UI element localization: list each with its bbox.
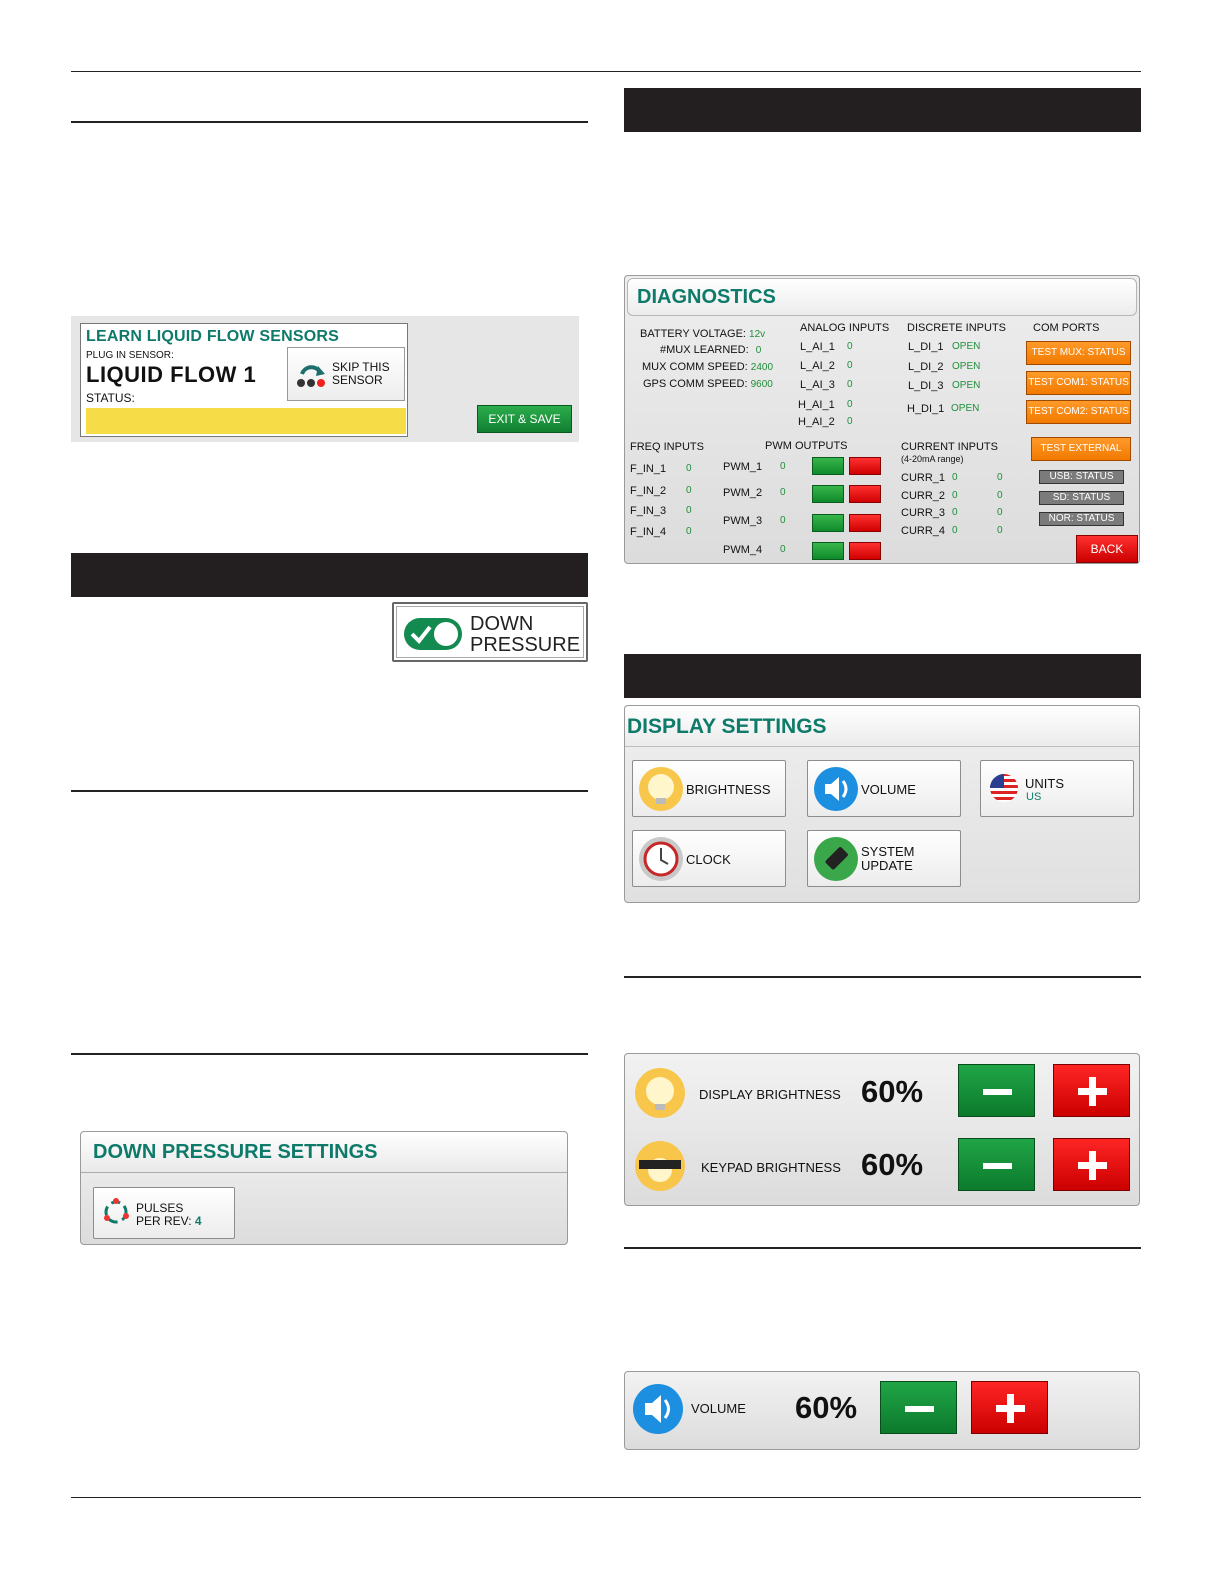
section-rule — [71, 1053, 588, 1055]
test-com2-button[interactable]: TEST COM2: STATUS — [1026, 400, 1131, 424]
discrete-row: L_DI_3 OPEN — [908, 380, 981, 392]
sd-status-badge: SD: STATUS — [1039, 491, 1124, 505]
brightness-button[interactable] — [632, 760, 786, 817]
system-update-button[interactable] — [807, 830, 961, 887]
mux-comm-row: MUX COMM SPEED: 2400 — [642, 361, 774, 373]
speaker-icon — [813, 766, 859, 812]
learn-flow-screen — [71, 316, 579, 442]
keypad-brightness-minus-button[interactable] — [958, 1138, 1035, 1191]
analog-row: H_AI_2 0 — [798, 416, 853, 428]
minus-icon — [905, 1406, 934, 1412]
pwm1-off-button[interactable] — [849, 457, 881, 475]
check-icon — [410, 624, 432, 644]
keypad-brightness-value: 60% — [861, 1147, 924, 1182]
section-header-bar — [71, 553, 588, 597]
discrete-inputs-header: DISCRETE INPUTS — [907, 322, 1007, 334]
system-update-line1: SYSTEM — [861, 844, 915, 859]
us-flag-icon — [989, 773, 1019, 803]
mux-learned-row: #MUX LEARNED: 0 — [660, 344, 762, 356]
volume-button[interactable] — [807, 760, 961, 817]
display-brightness-minus-button[interactable] — [958, 1064, 1035, 1117]
volume-level-value: 60% — [795, 1390, 858, 1425]
battery-voltage-row: BATTERY VOLTAGE: 12v — [640, 328, 766, 340]
display-brightness-plus-button[interactable] — [1053, 1064, 1130, 1117]
test-mux-button[interactable]: TEST MUX: STATUS — [1026, 341, 1131, 365]
display-settings-screen — [624, 705, 1140, 903]
discrete-row: L_DI_2 OPEN — [908, 361, 981, 373]
down-pressure-toggle-button[interactable] — [392, 602, 588, 662]
brightness-label: BRIGHTNESS — [686, 782, 771, 797]
pulses-line2: PER REV: — [136, 1214, 192, 1228]
current-row: CURR_4 0 0 — [901, 525, 1003, 537]
status-bar — [86, 408, 406, 434]
skip-line1: SKIP THIS — [332, 360, 390, 374]
toggle-label-line1: DOWN — [470, 613, 534, 635]
down-pressure-settings-screen — [80, 1131, 568, 1245]
diagnostics-screen — [624, 275, 1140, 564]
volume-minus-button[interactable] — [880, 1381, 957, 1434]
pwm-row: PWM_3 0 — [723, 515, 786, 527]
keypad-bulb-icon — [634, 1140, 686, 1192]
usb-drive-icon — [813, 836, 859, 882]
current-inputs-header: CURRENT INPUTS — [901, 441, 998, 453]
freq-row: F_IN_2 0 — [630, 485, 692, 497]
freq-row: F_IN_1 0 — [630, 463, 692, 475]
current-inputs-range: (4-20mA range) — [901, 454, 964, 464]
light-bulb-icon — [638, 766, 684, 812]
gps-comm-row: GPS COMM SPEED: 9600 — [643, 378, 773, 390]
status-label: STATUS: — [86, 391, 135, 405]
pwm-row: PWM_2 0 — [723, 487, 786, 499]
keypad-brightness-label: KEYPAD BRIGHTNESS — [701, 1160, 841, 1175]
display-settings-title: DISPLAY SETTINGS — [627, 715, 827, 738]
test-external-button[interactable]: TEST EXTERNAL — [1031, 437, 1131, 461]
diagnostics-title-bar — [627, 278, 1137, 316]
pwm-row: PWM_4 0 — [723, 544, 786, 556]
pwm2-off-button[interactable] — [849, 485, 881, 503]
volume-label: VOLUME — [861, 782, 916, 797]
plug-in-label: PLUG IN SENSOR: — [86, 350, 174, 361]
current-row: CURR_3 0 0 — [901, 507, 1003, 519]
pwm1-on-button[interactable] — [812, 457, 844, 475]
back-button[interactable]: BACK — [1076, 535, 1138, 563]
pwm-outputs-header: PWM OUTPUTS — [765, 440, 848, 452]
learn-flow-title: LEARN LIQUID FLOW SENSORS — [86, 328, 339, 345]
section-header-bar — [624, 88, 1141, 132]
speaker-icon — [632, 1383, 684, 1435]
pwm3-off-button[interactable] — [849, 514, 881, 532]
section-rule — [71, 790, 588, 792]
units-label: UNITS — [1025, 776, 1064, 791]
pulses-line1: PULSES — [136, 1201, 184, 1215]
system-update-line2: UPDATE — [861, 858, 913, 873]
clock-label: CLOCK — [686, 852, 731, 867]
pwm2-on-button[interactable] — [812, 485, 844, 503]
pwm3-on-button[interactable] — [812, 514, 844, 532]
dp-title-bar — [81, 1132, 567, 1173]
section-header-bar — [624, 654, 1141, 698]
pwm4-on-button[interactable] — [812, 542, 844, 560]
volume-level-label: VOLUME — [691, 1401, 746, 1416]
diagnostics-title: DIAGNOSTICS — [637, 286, 776, 308]
analog-row: L_AI_2 0 — [800, 360, 853, 372]
toggle-knob — [434, 622, 458, 646]
freq-row: F_IN_4 0 — [630, 526, 692, 538]
display-title-bar — [625, 706, 1139, 747]
exit-save-button[interactable]: EXIT & SAVE — [477, 405, 572, 433]
toggle-label-line2: PRESSURE — [470, 634, 581, 656]
skip-icon — [296, 362, 328, 388]
analog-row: H_AI_1 0 — [798, 399, 853, 411]
units-value: US — [1026, 791, 1042, 803]
pwm-row: PWM_1 0 — [723, 461, 786, 473]
volume-plus-button[interactable] — [971, 1381, 1048, 1434]
pulses-per-rev-button[interactable] — [93, 1187, 235, 1239]
current-row: CURR_2 0 0 — [901, 490, 1003, 502]
light-bulb-icon — [634, 1067, 686, 1119]
brightness-screen — [624, 1053, 1140, 1206]
discrete-row: H_DI_1 OPEN — [907, 403, 980, 415]
nor-status-badge: NOR: STATUS — [1039, 512, 1124, 526]
dp-settings-title: DOWN PRESSURE SETTINGS — [93, 1141, 378, 1163]
usb-status-badge: USB: STATUS — [1039, 470, 1124, 484]
skip-sensor-button[interactable] — [287, 347, 405, 401]
bottom-rule — [71, 1497, 1141, 1498]
display-brightness-label: DISPLAY BRIGHTNESS — [699, 1087, 841, 1102]
pulses-value: 4 — [194, 1214, 202, 1228]
units-button[interactable] — [980, 760, 1134, 817]
display-brightness-value: 60% — [861, 1074, 924, 1109]
analog-row: L_AI_3 0 — [800, 379, 853, 391]
minus-icon — [983, 1163, 1012, 1169]
section-rule — [624, 1247, 1141, 1249]
current-row: CURR_1 0 0 — [901, 472, 1003, 484]
minus-icon — [983, 1089, 1012, 1095]
analog-inputs-header: ANALOG INPUTS — [800, 322, 890, 334]
toggle-switch — [404, 618, 462, 650]
freq-inputs-header: FREQ INPUTS — [630, 441, 704, 453]
sensor-name: LIQUID FLOW 1 — [86, 362, 257, 387]
pwm4-off-button[interactable] — [849, 542, 881, 560]
learn-flow-card — [80, 323, 408, 437]
test-com1-button[interactable]: TEST COM1: STATUS — [1026, 371, 1131, 395]
clock-button[interactable] — [632, 830, 786, 887]
clock-icon — [638, 836, 684, 882]
skip-line2: SENSOR — [332, 373, 383, 387]
discrete-row: L_DI_1 OPEN — [908, 341, 981, 353]
analog-row: L_AI_1 0 — [800, 341, 853, 353]
pulses-icon — [102, 1198, 130, 1226]
section-rule — [624, 976, 1141, 978]
top-rule — [71, 71, 1141, 72]
freq-row: F_IN_3 0 — [630, 505, 692, 517]
com-ports-header: COM PORTS — [1033, 322, 1100, 334]
section-rule — [71, 121, 588, 123]
keypad-brightness-plus-button[interactable] — [1053, 1138, 1130, 1191]
volume-screen — [624, 1371, 1140, 1450]
